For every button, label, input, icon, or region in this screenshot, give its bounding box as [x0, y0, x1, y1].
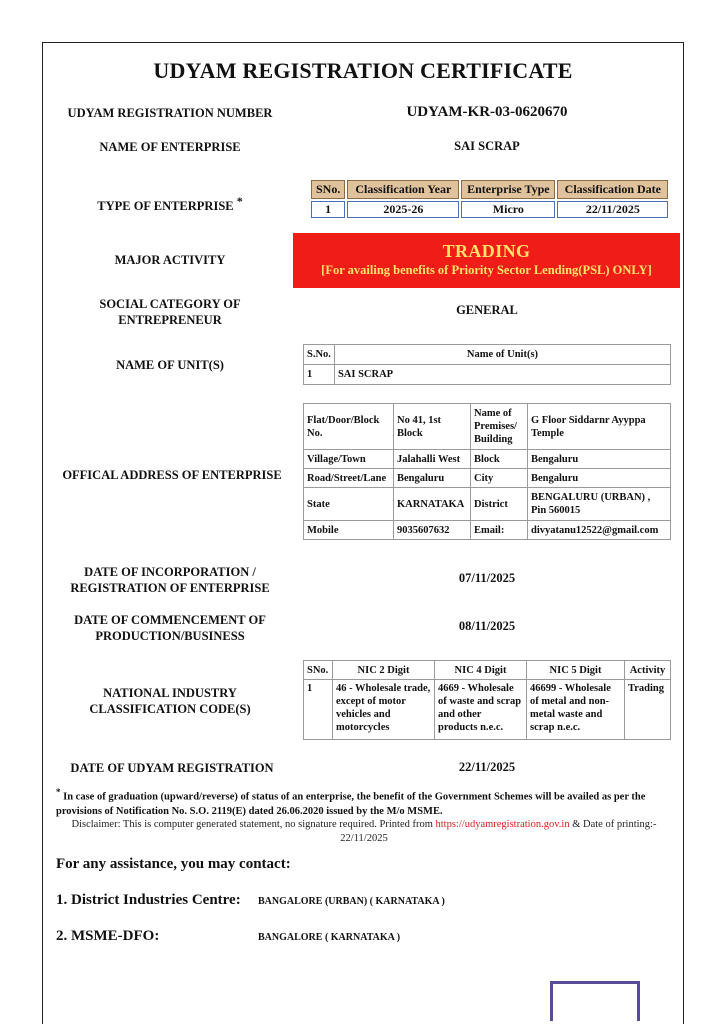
- address-row-mobile: [304, 521, 671, 540]
- address-row-road: [304, 469, 671, 488]
- disclaimer-text: Disclaimer: This is computer generated statement, no signature required. Printed from: [71, 819, 436, 830]
- commencement-label-line1: DATE OF COMMENCEMENT OF: [74, 613, 266, 627]
- classification-type: Micro: [461, 201, 555, 218]
- commencement-value: 08/11/2025: [458, 619, 516, 633]
- social-category-label-line2: ENTREPRENEUR: [118, 313, 222, 327]
- email-value: divyatanu12522@gmail.com: [528, 521, 671, 540]
- nic-table: [303, 660, 671, 740]
- state-label: State: [304, 488, 394, 521]
- social-category-label: [56, 296, 284, 328]
- flat-label: Flat/Door/Block No.: [304, 404, 394, 450]
- classification-header-row: [311, 180, 668, 199]
- address-label: OFFICAL ADDRESS OF ENTERPRISE: [62, 468, 282, 482]
- address-row-flat: [304, 404, 671, 450]
- social-category-value: GENERAL: [456, 303, 518, 317]
- units-header-sno: S.No.: [304, 345, 335, 365]
- nic-2digit: 46 - Wholesale trade, except of motor vehicles and motorcycles: [333, 680, 435, 740]
- email-label: Email:: [471, 521, 528, 540]
- classification-row: [311, 201, 668, 218]
- classification-header-sno: SNo.: [311, 180, 345, 199]
- nic-label-line1: NATIONAL INDUSTRY: [103, 686, 237, 700]
- state-value: KARNATAKA: [394, 488, 471, 521]
- nic-row: [304, 680, 671, 740]
- nic-sno: 1: [304, 680, 333, 740]
- road-label: Road/Street/Lane: [304, 469, 394, 488]
- classification-header-date: Classification Date: [557, 180, 668, 199]
- road-value: Bengaluru: [394, 469, 471, 488]
- district-value: BENGALURU (URBAN) , Pin 560015: [528, 488, 671, 521]
- classification-date: 22/11/2025: [557, 201, 668, 218]
- address-row-state: [304, 488, 671, 521]
- village-value: Jalahalli West: [394, 450, 471, 469]
- premises-value: G Floor Siddarnr Ayyppa Temple: [528, 404, 671, 450]
- units-sno: 1: [304, 365, 335, 385]
- classification-table: [309, 178, 670, 220]
- units-table: [303, 344, 671, 385]
- commencement-label-line2: PRODUCTION/BUSINESS: [95, 629, 245, 643]
- incorporation-label-line2: REGISTRATION OF ENTERPRISE: [70, 581, 270, 595]
- mobile-value: 9035607632: [394, 521, 471, 540]
- nic-header-row: [304, 661, 671, 680]
- nic-header-sno: SNo.: [304, 661, 333, 680]
- block-value: Bengaluru: [528, 450, 671, 469]
- city-value: Bengaluru: [528, 469, 671, 488]
- stamp-frame: [550, 981, 640, 1021]
- nic-header-activity: Activity: [625, 661, 671, 680]
- nic-header-4digit: NIC 4 Digit: [435, 661, 527, 680]
- nic-header-2digit: NIC 2 Digit: [333, 661, 435, 680]
- enterprise-name-label: NAME OF ENTERPRISE: [99, 140, 241, 154]
- dic-label: 1. District Industries Centre:: [56, 892, 241, 908]
- flat-value: No 41, 1st Block: [394, 404, 471, 450]
- incorporation-label-line1: DATE OF INCORPORATION /: [84, 565, 256, 579]
- contact-heading: For any assistance, you may contact:: [56, 856, 291, 872]
- mobile-label: Mobile: [304, 521, 394, 540]
- premises-label: Name of Premises/ Building: [471, 404, 528, 450]
- address-row-village: [304, 450, 671, 469]
- units-header-row: [304, 345, 671, 365]
- certificate-title: UDYAM REGISTRATION CERTIFICATE: [153, 58, 573, 83]
- major-activity-label: MAJOR ACTIVITY: [114, 253, 226, 267]
- address-table: [303, 403, 671, 540]
- city-label: City: [471, 469, 528, 488]
- units-header-name: Name of Unit(s): [334, 345, 670, 365]
- nic-5digit: 46699 - Wholesale of metal and non-metal waste and scrap n.e.c.: [527, 680, 625, 740]
- footnote-star: *: [56, 787, 61, 797]
- units-name: SAI SCRAP: [334, 365, 670, 385]
- nic-header-5digit: NIC 5 Digit: [527, 661, 625, 680]
- dfo-label: 2. MSME-DFO:: [56, 928, 160, 944]
- reg-number-label: UDYAM REGISTRATION NUMBER: [67, 106, 273, 120]
- footnote: [56, 785, 672, 819]
- nic-activity: Trading: [625, 680, 671, 740]
- enterprise-name-value: SAI SCRAP: [454, 139, 520, 153]
- disclaimer: [56, 818, 672, 846]
- udyam-date-value: 22/11/2025: [458, 760, 516, 774]
- block-label: Block: [471, 450, 528, 469]
- disclaimer-after: & Date of printing:-: [569, 819, 657, 830]
- classification-sno: 1: [311, 201, 345, 218]
- incorporation-label: [56, 564, 284, 596]
- asterisk-mark: *: [236, 194, 243, 208]
- commencement-label: [56, 612, 284, 644]
- reg-number-value: UDYAM-KR-03-0620670: [406, 104, 568, 120]
- units-row: [304, 365, 671, 385]
- enterprise-type-label-text: TYPE OF ENTERPRISE: [97, 199, 234, 214]
- nic-label-line2: CLASSIFICATION CODE(S): [89, 702, 251, 716]
- classification-header-year: Classification Year: [347, 180, 459, 199]
- printing-date: 22/11/2025: [340, 833, 388, 844]
- enterprise-type-label: [56, 193, 284, 214]
- major-activity-value: TRADING: [442, 241, 531, 261]
- classification-header-type: Enterprise Type: [461, 180, 555, 199]
- incorporation-value: 07/11/2025: [458, 571, 516, 585]
- village-label: Village/Town: [304, 450, 394, 469]
- dfo-value: BANGALORE ( KARNATAKA ): [258, 932, 401, 943]
- social-category-label-line1: SOCIAL CATEGORY OF: [99, 297, 241, 311]
- major-activity-banner: [293, 233, 680, 288]
- nic-4digit: 4669 - Wholesale of waste and scrap and other products n.e.c.: [435, 680, 527, 740]
- dic-value: BANGALORE (URBAN) ( KARNATAKA ): [258, 896, 445, 907]
- udyam-date-label: DATE OF UDYAM REGISTRATION: [70, 761, 274, 775]
- classification-year: 2025-26: [347, 201, 459, 218]
- portal-link[interactable]: https://udyamregistration.gov.in: [435, 819, 570, 830]
- footnote-text: In case of graduation (upward/reverse) of status of an enterprise, the benefit of the Government Schemes will be availed as per the provisions of Notification No. S.O. 2119(E) dated 26.06.2020 issued by the M/o MSME.: [56, 791, 646, 817]
- district-label: District: [471, 488, 528, 521]
- major-activity-note: [For availing benefits of Priority Sector Lending(PSL) ONLY]: [321, 263, 652, 277]
- nic-label: [56, 685, 284, 717]
- units-label: NAME OF UNIT(S): [116, 358, 224, 372]
